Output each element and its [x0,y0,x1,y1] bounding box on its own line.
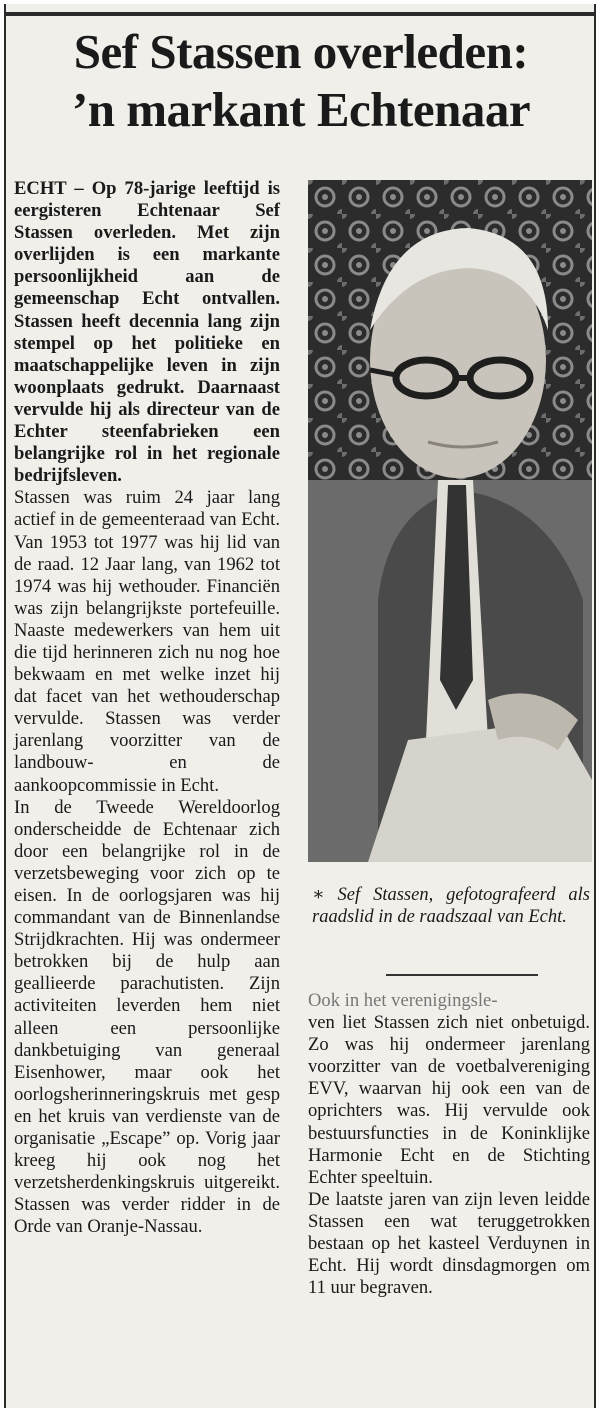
body-paragraph-1: Stassen was ruim 24 jaar lang actief in de gemeenteraad van Echt. Van 1953 tot 1977 was hij lid van de raad. 12 Jaar lang, van 1962 tot 1974 was hij wethouder. Financiën was zijn belangrijkste portefeuille. Naaste medewerkers van hem uit die tijd herinneren zich nu nog hoe bekwaam en met welke inzet hij dat facet van het wethouderschap vervulde. Stassen was verder jarenlang voorzitter van de landbouw- en de aankoopcommissie in Echt. [14,487,280,796]
portrait-photo [308,180,592,862]
portrait-photo-icon [308,180,592,862]
continued-fragment: Ook in het verenigingsle- [308,990,498,1011]
left-column [14,178,280,1239]
intro-paragraph: ECHT – Op 78-jarige leeftijd is eergisteren Echtenaar Sef Stassen overleden. Met zijn overlijden is een markante persoonlijkheid aan de gemeenschap Echt ontvallen. Stassen heeft decennia lang zijn stempel op het politieke en maatschappelijke leven in zijn woonplaats gedrukt. Daarnaast vervulde hij als directeur van de Echter steenfabrieken een belangrijke rol in het regionale bedrijfsleven. [14,178,280,487]
headline-line-1: Sef Stassen overleden: [73,24,529,79]
body-paragraph-2: In de Tweede Wereldoorlog onderscheidde de Echtenaar zich door een belangrijke rol in de verzetsbeweging voor zich op te eisen. In de oorlogsjaren was hij commandant van de Binnenlandse Strijdkrachten. Hij was ondermeer betrokken bij de hulp aan geallieerde parachutisten. Zijn activiteiten leverden hem niet alleen een persoonlijke dankbetuiging van generaal Eisenhower, maar ook het oorlogsherinneringskruis met gesp en het kruis van verdienste van de organisatie „Escape” op. Vorig jaar kreeg hij ook nog het verzetsherdenkingskruis uitgereikt. Stassen was verder ridder in de Orde van Oranje-Nassau. [14,796,280,1238]
top-rule [6,12,594,16]
body-paragraph-3: ven liet Stassen zich niet onbetuigd. Zo was hij ondermeer jarenlang voorzitter van de voetbalvereniging EVV, waarvan hij ook een van de oprichters was. Hij vervulde ook bestuursfuncties in de Koninklijke Harmonie Echt en de Stichting Echter speeltuin. [308,1012,590,1188]
body-paragraph-4: De laatste jaren van zijn leven leidde Stassen een wat teruggetrokken bestaan op het kasteel Verduynen in Echt. Hij wordt dinsdagmorgen om 11 uur begraven. [308,1188,590,1299]
newspaper-clipping [4,4,596,1408]
right-column [308,990,590,1299]
section-divider [386,974,538,976]
photo-caption: ∗ Sef Stassen, gefotografeerd als raadslid in de raadszaal van Echt. [312,885,590,927]
headline [16,24,586,138]
headline-line-2: ’n markant Echtenaar [71,82,531,137]
